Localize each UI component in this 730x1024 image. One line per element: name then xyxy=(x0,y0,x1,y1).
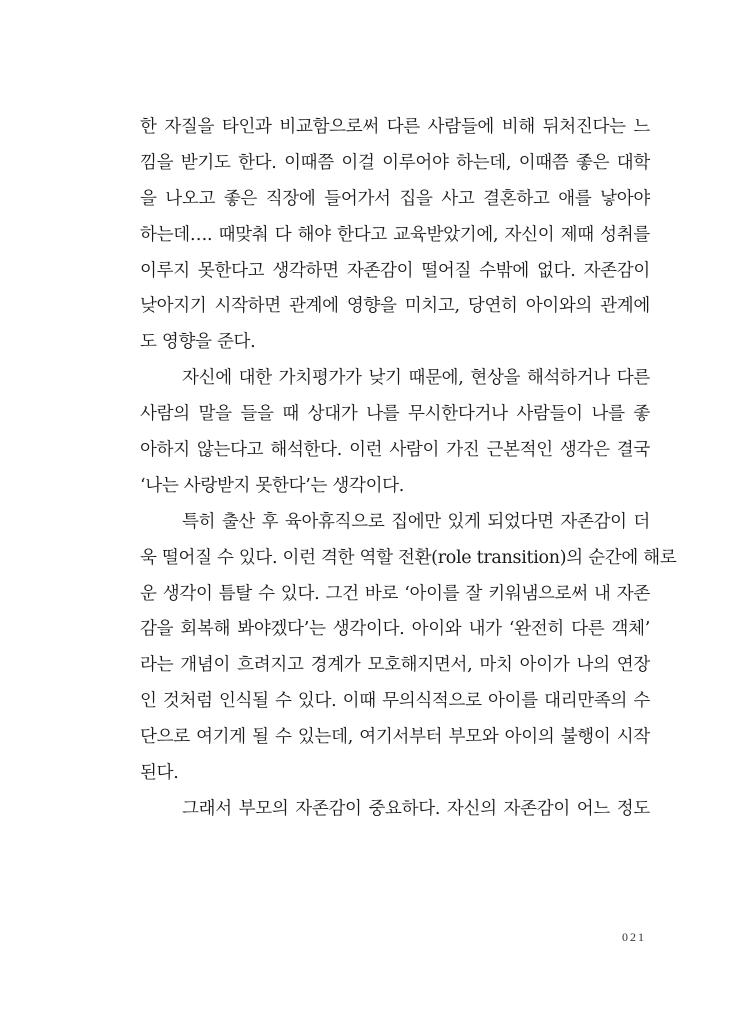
text-line: 사람의 말을 들을 때 상대가 나를 무시한다거나 사람들이 나를 좋 xyxy=(140,404,650,425)
text-line: 낌을 받기도 한다. 이때쯤 이걸 이루어야 하는데, 이때쯤 좋은 대학 xyxy=(140,152,650,173)
text-line: 하는데…. 때맞춰 다 해야 한다고 교육받았기에, 자신이 제때 성취를 xyxy=(140,224,650,245)
text-line: 아하지 않는다고 해석한다. 이런 사람이 가진 근본적인 생각은 결국 xyxy=(140,440,650,461)
page-number: 021 xyxy=(622,930,646,944)
text-line: 운 생각이 틈탈 수 있다. 그건 바로 ‘아이를 잘 키워냄으로써 내 자존 xyxy=(140,583,650,604)
text-line: 감을 회복해 봐야겠다’는 생각이다. 아이와 내가 ‘완전히 다른 객체’ xyxy=(140,619,650,640)
text-line: 단으로 여기게 될 수 있는데, 여기서부터 부모와 아이의 불행이 시작 xyxy=(140,727,650,748)
text-line: 을 나오고 좋은 직장에 들어가서 집을 사고 결혼하고 애를 낳아야 xyxy=(140,188,650,209)
text-line: 자신에 대한 가치평가가 낮기 때문에, 현상을 해석하거나 다른 xyxy=(182,368,650,389)
text-line: 그래서 부모의 자존감이 중요하다. 자신의 자존감이 어느 정도 xyxy=(182,798,650,819)
text-line: 한 자질을 타인과 비교함으로써 다른 사람들에 비해 뒤처진다는 느 xyxy=(140,117,650,137)
text-line: 인 것처럼 인식될 수 있다. 이때 무의식적으로 아이를 대리만족의 수 xyxy=(140,691,650,712)
text-line: 낮아지기 시작하면 관계에 영향을 미치고, 당연히 아이와의 관계에 xyxy=(140,296,650,317)
paragraph-4 xyxy=(140,792,650,828)
paragraph-2 xyxy=(140,361,650,505)
text-line: 된다. xyxy=(140,763,179,784)
text-line: ‘나는 사랑받지 못한다’는 생각이다. xyxy=(140,475,405,496)
text-line: 이루지 못한다고 생각하면 자존감이 떨어질 수밖에 없다. 자존감이 xyxy=(140,260,650,281)
text-line: 라는 개념이 흐려지고 경계가 모호해지면서, 마치 아이가 나의 연장 xyxy=(140,655,650,676)
paragraph-1 xyxy=(140,110,650,361)
body-text xyxy=(140,110,677,828)
text-line: 도 영향을 준다. xyxy=(140,332,256,353)
text-line: 욱 떨어질 수 있다. 이런 격한 역할 전환(role transition)의 순간에 해로 xyxy=(140,547,677,568)
paragraph-3 xyxy=(140,505,677,792)
text-line: 특히 출산 후 육아휴직으로 집에만 있게 되었다면 자존감이 더 xyxy=(182,511,650,532)
